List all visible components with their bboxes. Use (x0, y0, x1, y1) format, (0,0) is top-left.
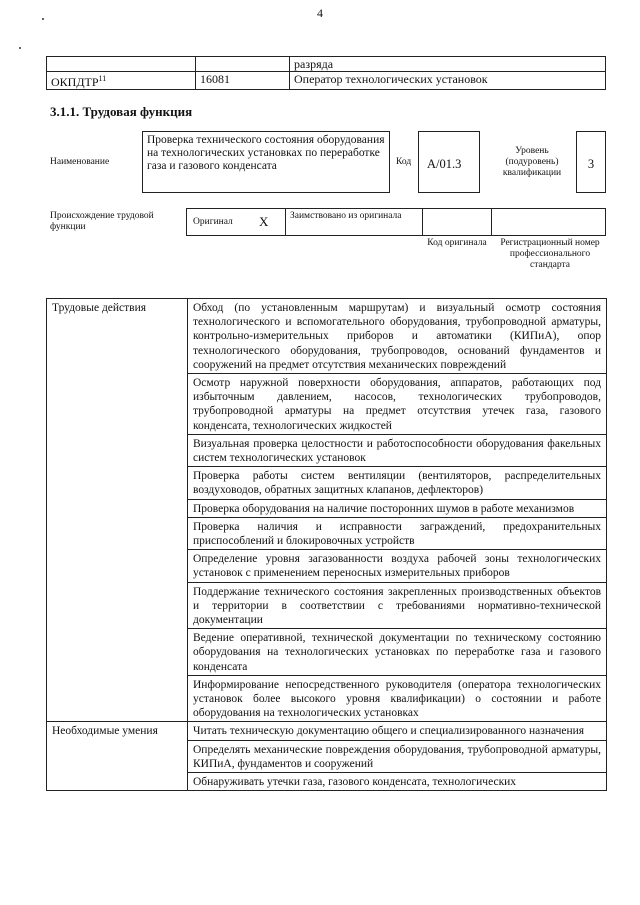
reg-num-cell (491, 208, 606, 236)
labor-action-item: Осмотр наружной поверхности оборудования, аппаратов, работающих под избыточным давлением, насосов, технологических трубопроводов, трубопроводной арматуры на предмет отсутствия утечек газа, газового конденсата, технологических жидкостей (188, 374, 607, 435)
code-value: А/01.3 (418, 131, 480, 193)
original-cell (186, 208, 286, 236)
labor-action-item: Поддержание технического состояния закрепленных производственных объектов и территории в соответствии с требованиями нормативно-технической документации (188, 582, 607, 629)
origin-label: Происхождение трудовой функции (50, 211, 154, 232)
scan-dot (19, 47, 21, 49)
labor-action-item: Определение уровня загазованности воздуха рабочей зоны технологических установок с применением переносных измерительных приборов (188, 550, 607, 582)
scan-dot (42, 18, 44, 20)
name-label: Наименование (50, 157, 110, 167)
section-title: 3.1.1. Трудовая функция (50, 104, 193, 119)
skills-label: Необходимые умения (47, 722, 188, 791)
borrowed-label: Заимствовано из оригинала (285, 208, 423, 236)
skill-item: Обнаруживать утечки газа, газового конденсата, технологических (188, 773, 607, 791)
code-orig-label: Код оригинала (427, 238, 487, 248)
labor-action-item: Проверка работы систем вентиляции (вентиляторов, распределительных воздуховодов, обратных защитных клапанов, дефлекторов) (188, 467, 607, 499)
okpd-code-value: 16081 (196, 72, 290, 90)
code-label: Код (396, 157, 412, 167)
code-orig-cell (422, 208, 492, 236)
page-number: 4 (317, 6, 323, 20)
level-value: 3 (576, 131, 606, 193)
labor-action-item: Информирование непосредственного руководителя (оператора технологических установок более высокого уровня квалификации) о состоянии и работе оборудования на технологических установках (188, 675, 607, 722)
labor-action-item: Проверка оборудования на наличие посторонних шумов в работе механизмов (188, 499, 607, 517)
function-table (46, 298, 607, 791)
okpd-row1-text: разряда (290, 57, 606, 72)
original-mark: X (259, 214, 269, 229)
table-row (47, 722, 607, 740)
table-row (47, 299, 607, 374)
labor-action-item: Проверка наличия и исправности заграждений, предохранительных приспособлений и блокировочных устройств (188, 517, 607, 549)
okpd-code-name: Оператор технологических установок (290, 72, 606, 90)
labor-action-item: Визуальная проверка целостности и работоспособности оборудования факельных систем технологических установок (188, 434, 607, 466)
skill-item: Определять механические повреждения оборудования, трубопроводной арматуры, КИПиА, фундаментов и сооружений (188, 740, 607, 772)
level-label: Уровень (подуровень) квалификации (502, 146, 562, 178)
okpd-code-label: ОКПДТР$^{11}$ (47, 72, 196, 90)
labor-actions-label: Трудовые действия (47, 299, 188, 722)
skill-item: Читать техническую документацию общего и специализированного назначения (188, 722, 607, 740)
name-value: Проверка технического состояния оборудования на технологических установках по переработке газа и газового конденсата (142, 131, 390, 193)
okpdtr-table (46, 56, 606, 90)
labor-action-item: Обход (по установленным маршрутам) и визуальный осмотр состояния технологического и вспомогательного оборудования, трубопроводной арматуры, контрольно-измерительных приборов и автоматики (КИПиА), опор технологического оборудования, трубопроводов, оснований фундаментов и сооружений на предмет отсутствия механических повреждений (188, 299, 607, 374)
original-label: Оригинал (193, 217, 233, 227)
labor-action-item: Ведение оперативной, технической документации по техническому состоянию оборудования на технологических установках по переработке газа и газового конденсата (188, 629, 607, 676)
reg-num-label: Регистрационный номер профессионального стандарта (500, 238, 600, 270)
